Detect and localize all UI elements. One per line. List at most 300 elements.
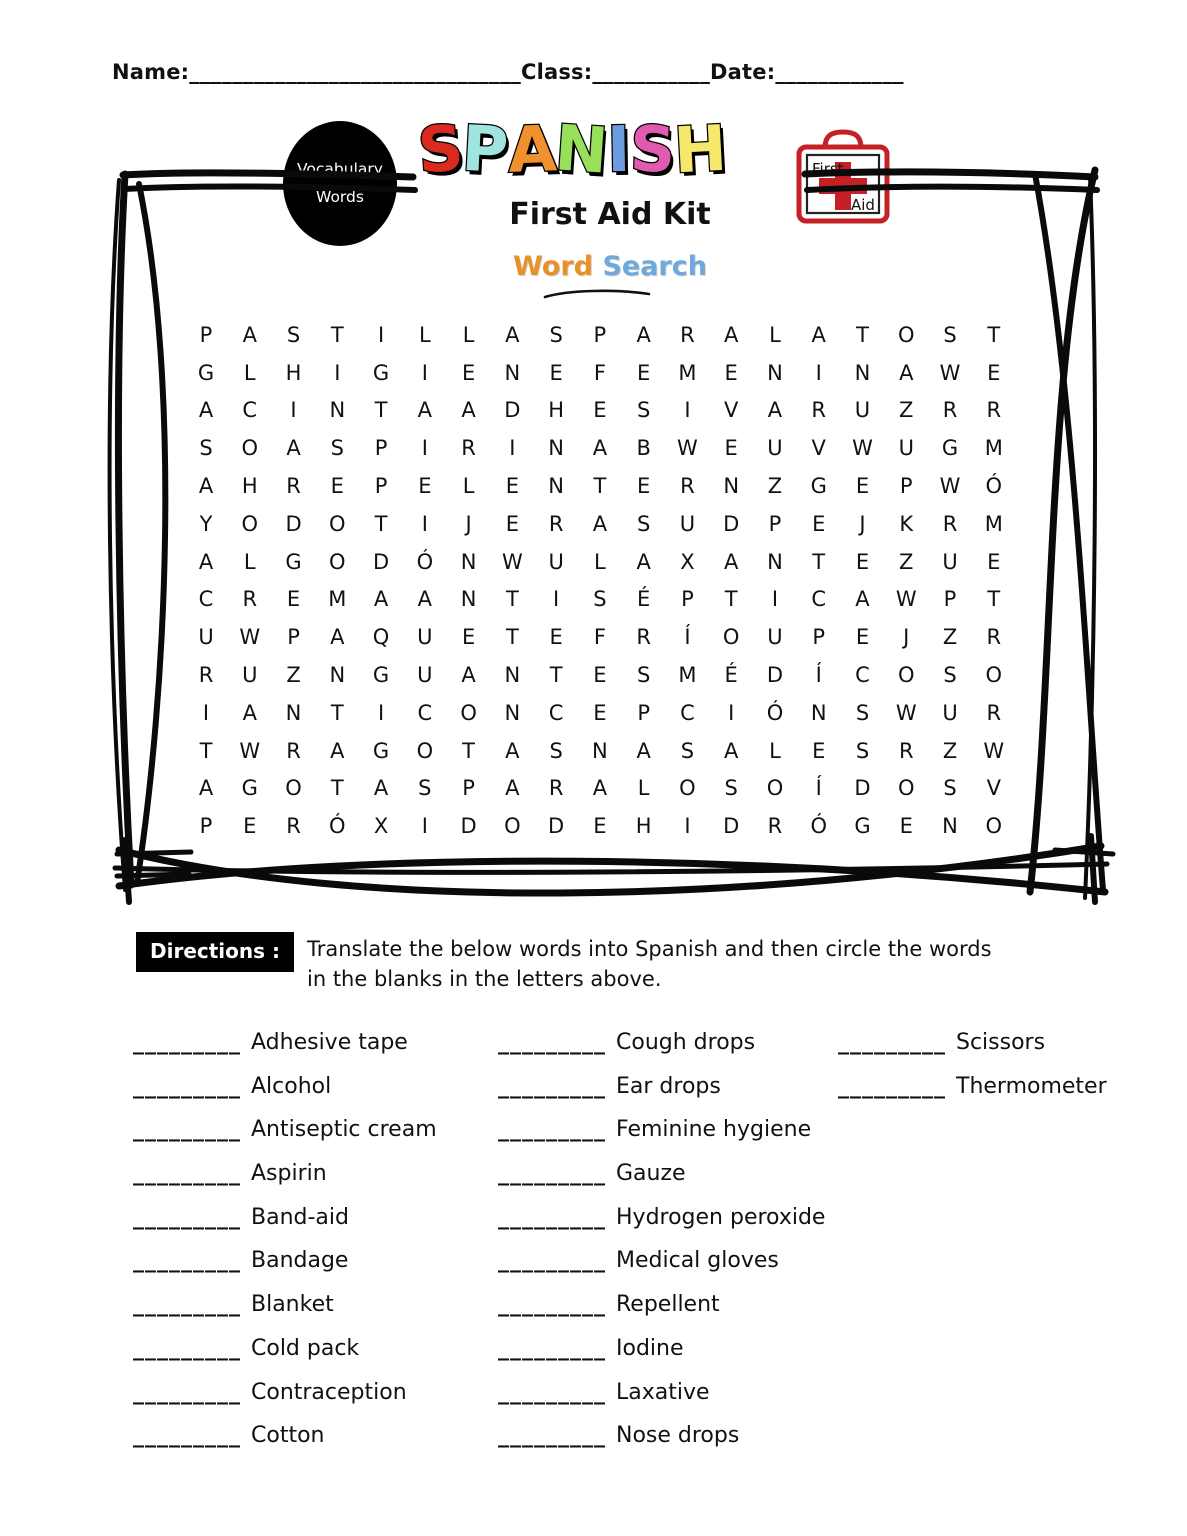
word-list-label: Hydrogen peroxide bbox=[616, 1204, 826, 1230]
grid-cell[interactable]: T bbox=[856, 322, 869, 347]
grid-cell[interactable]: N bbox=[854, 360, 871, 385]
grid-cell[interactable]: A bbox=[198, 474, 214, 499]
word-list-column bbox=[498, 1030, 838, 1467]
grid-cell[interactable]: N bbox=[460, 549, 477, 574]
grid-cell[interactable]: U bbox=[854, 398, 871, 423]
grid-cell[interactable]: A bbox=[636, 738, 651, 763]
grid-cell[interactable]: L bbox=[243, 360, 256, 385]
grid-cell[interactable]: T bbox=[987, 587, 1001, 612]
grid-cell[interactable]: N bbox=[767, 360, 783, 385]
word-list-label: Repellent bbox=[616, 1292, 720, 1318]
grid-cell[interactable]: E bbox=[286, 587, 301, 612]
grid-cell[interactable]: D bbox=[854, 776, 871, 801]
grid-cell[interactable]: L bbox=[769, 738, 781, 763]
grid-cell[interactable]: M bbox=[984, 436, 1003, 461]
answer-blank[interactable]: _________ bbox=[498, 1379, 606, 1405]
answer-blank[interactable]: _________ bbox=[498, 1423, 606, 1449]
grid-cell[interactable]: L bbox=[462, 474, 475, 499]
grid-cell[interactable]: N bbox=[329, 663, 346, 688]
grid-cell[interactable]: A bbox=[505, 322, 520, 347]
grid-cell[interactable]: E bbox=[549, 625, 563, 650]
grid-cell[interactable]: P bbox=[374, 474, 388, 499]
answer-blank[interactable]: _________ bbox=[838, 1073, 946, 1099]
grid-cell[interactable]: G bbox=[810, 474, 827, 499]
grid-cell[interactable]: I bbox=[509, 436, 516, 461]
grid-cell[interactable]: A bbox=[286, 436, 301, 461]
grid-cell[interactable]: S bbox=[855, 738, 870, 763]
grid-cell[interactable]: S bbox=[418, 776, 432, 801]
grid-cell[interactable]: A bbox=[811, 322, 826, 347]
answer-blank[interactable]: _________ bbox=[133, 1204, 241, 1230]
grid-cell[interactable]: W bbox=[501, 549, 523, 574]
grid-cell[interactable]: A bbox=[592, 436, 608, 461]
grid-cell[interactable]: P bbox=[637, 700, 650, 725]
grid-cell[interactable]: W bbox=[895, 587, 917, 612]
grid-cell[interactable]: E bbox=[593, 814, 607, 839]
grid-cell[interactable]: A bbox=[198, 398, 214, 423]
grid-cell[interactable]: G bbox=[285, 549, 302, 574]
grid-cell[interactable]: E bbox=[593, 700, 607, 725]
grid-cell[interactable]: I bbox=[290, 398, 297, 423]
grid-cell[interactable]: R bbox=[942, 398, 958, 423]
grid-cell[interactable]: G bbox=[372, 663, 390, 688]
grid-cell[interactable]: L bbox=[243, 549, 256, 574]
grid-cell[interactable]: O bbox=[679, 776, 696, 801]
grid-cell[interactable]: A bbox=[724, 738, 739, 763]
grid-cell[interactable]: Q bbox=[372, 625, 390, 650]
grid-cell[interactable]: Y bbox=[199, 511, 213, 536]
grid-cell[interactable]: T bbox=[199, 738, 213, 763]
grid-cell[interactable]: N bbox=[767, 549, 783, 574]
grid-cell[interactable]: A bbox=[505, 738, 520, 763]
grid-cell[interactable]: J bbox=[465, 511, 472, 536]
grid-cell[interactable]: T bbox=[987, 322, 1001, 347]
word-list-item bbox=[133, 1161, 498, 1205]
grid-cell[interactable]: N bbox=[810, 700, 827, 725]
grid-cell[interactable]: G bbox=[372, 738, 390, 763]
grid-cell[interactable]: U bbox=[767, 436, 783, 461]
grid-cell[interactable]: S bbox=[636, 511, 651, 536]
grid-cell[interactable]: P bbox=[199, 814, 213, 839]
grid-cell[interactable]: N bbox=[723, 474, 740, 499]
word-list-item bbox=[133, 1074, 498, 1118]
grid-cell[interactable]: J bbox=[859, 511, 866, 536]
grid-cell[interactable]: S bbox=[636, 663, 651, 688]
answer-blank[interactable]: _________ bbox=[133, 1117, 241, 1143]
grid-cell[interactable]: O bbox=[985, 663, 1003, 688]
grid-cell[interactable]: R bbox=[680, 474, 695, 499]
grid-cell[interactable]: A bbox=[505, 776, 520, 801]
answer-blank[interactable]: _________ bbox=[133, 1335, 241, 1361]
grid-cell[interactable]: U bbox=[679, 511, 696, 536]
grid-cell[interactable]: R bbox=[986, 398, 1002, 423]
grid-cell[interactable]: A bbox=[636, 322, 651, 347]
grid-cell[interactable]: A bbox=[373, 776, 389, 801]
grid-cell[interactable]: W bbox=[939, 360, 961, 385]
grid-cell[interactable]: E bbox=[637, 360, 651, 385]
grid-cell[interactable]: K bbox=[899, 511, 914, 536]
grid-cell[interactable]: O bbox=[241, 436, 259, 461]
grid-cell[interactable]: E bbox=[593, 398, 607, 423]
grid-cell[interactable]: R bbox=[286, 474, 301, 499]
grid-cell[interactable]: O bbox=[460, 700, 477, 725]
grid-cell[interactable]: A bbox=[330, 738, 345, 763]
grid-cell[interactable]: B bbox=[636, 436, 651, 461]
grid-cell[interactable]: I bbox=[377, 700, 385, 725]
answer-blank[interactable]: _________ bbox=[498, 1117, 606, 1143]
grid-cell[interactable]: O bbox=[766, 776, 784, 801]
answer-blank[interactable]: _________ bbox=[133, 1292, 241, 1318]
grid-cell[interactable]: X bbox=[680, 549, 695, 574]
grid-cell[interactable]: A bbox=[417, 398, 433, 423]
grid-cell[interactable]: E bbox=[505, 474, 519, 499]
grid-cell[interactable]: R bbox=[898, 738, 914, 763]
grid-cell[interactable]: N bbox=[504, 663, 521, 688]
grid-cell[interactable]: A bbox=[461, 398, 476, 423]
grid-cell[interactable]: I bbox=[421, 511, 428, 536]
grid-cell[interactable]: E bbox=[855, 474, 870, 499]
answer-blank[interactable]: _________ bbox=[498, 1204, 606, 1230]
grid-cell[interactable]: W bbox=[239, 738, 261, 763]
grid-cell[interactable]: H bbox=[241, 474, 258, 499]
grid-cell[interactable]: U bbox=[198, 625, 214, 650]
grid-cell[interactable]: P bbox=[287, 625, 300, 650]
title-letter-a: A bbox=[506, 112, 557, 187]
grid-cell[interactable]: E bbox=[330, 474, 344, 499]
answer-blank[interactable]: _________ bbox=[498, 1073, 606, 1099]
grid-cell[interactable]: G bbox=[941, 436, 959, 461]
grid-cell[interactable]: A bbox=[417, 587, 433, 612]
grid-cell[interactable]: R bbox=[811, 398, 827, 423]
grid-cell[interactable]: Z bbox=[942, 738, 958, 763]
grid-cell[interactable]: E bbox=[724, 436, 738, 461]
grid-cell[interactable]: T bbox=[505, 587, 519, 612]
answer-blank[interactable]: _________ bbox=[133, 1073, 241, 1099]
grid-cell[interactable]: G bbox=[854, 814, 871, 839]
grid-cell[interactable]: S bbox=[943, 322, 957, 347]
grid-row bbox=[190, 392, 1010, 430]
grid-cell[interactable]: Ó bbox=[810, 814, 827, 839]
grid-cell[interactable]: N bbox=[460, 587, 477, 612]
grid-cell[interactable]: A bbox=[461, 663, 476, 688]
grid-cell[interactable]: R bbox=[680, 322, 695, 347]
grid-cell[interactable]: U bbox=[242, 663, 258, 688]
grid-cell[interactable]: N bbox=[329, 398, 346, 423]
grid-cell[interactable]: O bbox=[329, 549, 346, 574]
answer-blank[interactable]: _________ bbox=[133, 1248, 241, 1274]
grid-cell[interactable]: S bbox=[199, 436, 213, 461]
grid-cell[interactable]: Í bbox=[684, 625, 691, 650]
grid-cell[interactable]: Ó bbox=[329, 814, 346, 839]
grid-cell[interactable]: O bbox=[416, 738, 434, 763]
grid-cell[interactable]: Z bbox=[899, 398, 914, 423]
grid-cell[interactable]: P bbox=[812, 625, 826, 650]
grid-cell[interactable]: O bbox=[285, 776, 302, 801]
grid-cell[interactable]: L bbox=[637, 776, 650, 801]
grid-cell[interactable]: D bbox=[504, 398, 521, 423]
grid-cell[interactable]: E bbox=[593, 663, 607, 688]
grid-cell[interactable]: R bbox=[461, 436, 476, 461]
grid-cell[interactable]: S bbox=[593, 587, 607, 612]
grid-cell[interactable]: P bbox=[199, 322, 213, 347]
grid-cell[interactable]: R bbox=[286, 738, 301, 763]
grid-cell[interactable]: E bbox=[855, 625, 870, 650]
grid-cell[interactable]: E bbox=[724, 360, 738, 385]
grid-cell[interactable]: D bbox=[285, 511, 302, 536]
grid-cell[interactable]: P bbox=[462, 776, 475, 801]
grid-cell[interactable]: T bbox=[330, 700, 344, 725]
grid-cell[interactable]: P bbox=[943, 587, 957, 612]
grid-cell[interactable]: O bbox=[985, 814, 1003, 839]
grid-cell[interactable]: E bbox=[418, 474, 432, 499]
grid-cell[interactable]: I bbox=[421, 436, 428, 461]
grid-cell[interactable]: N bbox=[504, 360, 521, 385]
grid-cell[interactable]: T bbox=[330, 322, 344, 347]
grid-cell[interactable]: U bbox=[767, 625, 783, 650]
grid-cell[interactable]: L bbox=[769, 322, 781, 347]
grid-cell[interactable]: L bbox=[462, 322, 475, 347]
grid-cell[interactable]: V bbox=[811, 436, 826, 461]
grid-cell[interactable]: I bbox=[202, 700, 210, 725]
grid-cell[interactable]: C bbox=[198, 587, 214, 612]
answer-blank[interactable]: _________ bbox=[498, 1161, 606, 1187]
grid-cell[interactable]: Ó bbox=[416, 549, 434, 574]
grid-cell[interactable]: R bbox=[198, 663, 214, 688]
grid-cell[interactable]: E bbox=[987, 360, 1001, 385]
grid-cell[interactable]: D bbox=[372, 549, 390, 574]
grid-cell[interactable]: I bbox=[377, 322, 385, 347]
grid-cell[interactable]: R bbox=[636, 625, 651, 650]
grid-cell[interactable]: S bbox=[549, 322, 563, 347]
grid-cell[interactable]: T bbox=[812, 549, 826, 574]
grid-cell[interactable]: F bbox=[593, 360, 606, 385]
grid-cell[interactable]: R bbox=[548, 511, 564, 536]
grid-cell[interactable]: N bbox=[942, 814, 958, 839]
grid-cell[interactable]: O bbox=[722, 625, 740, 650]
grid-cell[interactable]: D bbox=[548, 814, 565, 839]
grid-cell[interactable]: S bbox=[330, 436, 344, 461]
answer-blank[interactable]: _________ bbox=[133, 1379, 241, 1405]
grid-cell[interactable]: D bbox=[723, 814, 740, 839]
grid-cell[interactable]: Z bbox=[767, 474, 783, 499]
grid-cell[interactable]: D bbox=[766, 663, 784, 688]
grid-cell[interactable]: H bbox=[285, 360, 302, 385]
grid-cell[interactable]: S bbox=[855, 700, 870, 725]
grid-cell[interactable]: O bbox=[897, 663, 915, 688]
grid-cell[interactable]: R bbox=[986, 625, 1002, 650]
grid-cell[interactable]: E bbox=[243, 814, 257, 839]
grid-cell[interactable]: X bbox=[373, 814, 389, 839]
grid-cell[interactable]: N bbox=[285, 700, 302, 725]
grid-cell[interactable]: W bbox=[677, 436, 698, 461]
grid-cell[interactable]: P bbox=[593, 322, 607, 347]
grid-cell[interactable]: S bbox=[680, 738, 695, 763]
grid-cell[interactable]: M bbox=[678, 663, 697, 688]
grid-cell[interactable]: G bbox=[372, 360, 390, 385]
grid-cell[interactable]: D bbox=[460, 814, 477, 839]
answer-blank[interactable]: _________ bbox=[498, 1335, 606, 1361]
grid-cell[interactable]: Í bbox=[815, 663, 822, 688]
grid-cell[interactable]: I bbox=[553, 587, 560, 612]
grid-cell[interactable]: Z bbox=[899, 549, 914, 574]
grid-cell[interactable]: W bbox=[895, 700, 917, 725]
grid-cell[interactable]: R bbox=[986, 700, 1002, 725]
grid-cell[interactable]: T bbox=[505, 625, 519, 650]
grid-cell[interactable]: I bbox=[421, 814, 428, 839]
grid-cell[interactable]: V bbox=[986, 776, 1001, 801]
word-list-label: Ear drops bbox=[616, 1073, 721, 1099]
grid-cell[interactable]: C bbox=[855, 663, 870, 688]
grid-cell[interactable]: L bbox=[418, 322, 431, 347]
grid-cell[interactable]: R bbox=[548, 776, 564, 801]
grid-cell[interactable]: P bbox=[681, 587, 694, 612]
grid-cell[interactable]: T bbox=[374, 511, 388, 536]
answer-blank[interactable]: _________ bbox=[133, 1161, 241, 1187]
grid-cell[interactable]: F bbox=[593, 625, 606, 650]
grid-cell[interactable]: E bbox=[812, 738, 826, 763]
grid-cell[interactable]: T bbox=[462, 738, 475, 763]
grid-cell[interactable]: A bbox=[198, 776, 214, 801]
grid-cell[interactable]: Í bbox=[815, 776, 822, 801]
grid-cell[interactable]: U bbox=[942, 700, 958, 725]
grid-cell[interactable]: M bbox=[984, 511, 1003, 536]
grid-cell[interactable]: A bbox=[242, 322, 257, 347]
grid-cell[interactable]: O bbox=[504, 814, 521, 839]
grid-cell[interactable]: Ó bbox=[766, 700, 784, 725]
grid-cell[interactable]: P bbox=[374, 436, 388, 461]
grid-cell[interactable]: U bbox=[548, 549, 564, 574]
grid-cell[interactable]: R bbox=[242, 587, 258, 612]
grid-cell[interactable]: A bbox=[330, 625, 345, 650]
grid-cell[interactable]: Ó bbox=[985, 474, 1003, 499]
grid-cell[interactable]: O bbox=[241, 511, 259, 536]
grid-cell[interactable]: T bbox=[593, 474, 607, 499]
word-list-item bbox=[498, 1248, 838, 1292]
grid-cell[interactable]: H bbox=[548, 398, 565, 423]
grid-cell[interactable]: M bbox=[328, 587, 347, 612]
word-list-label: Adhesive tape bbox=[251, 1030, 408, 1055]
grid-cell[interactable]: Z bbox=[942, 625, 958, 650]
grid-cell[interactable]: I bbox=[815, 360, 822, 385]
grid-cell[interactable]: C bbox=[680, 700, 695, 725]
grid-cell[interactable]: E bbox=[461, 625, 476, 650]
grid-cell[interactable]: E bbox=[505, 511, 519, 536]
grid-cell[interactable]: W bbox=[983, 738, 1005, 763]
grid-cell[interactable]: E bbox=[549, 360, 563, 385]
answer-blank[interactable]: _________ bbox=[838, 1030, 946, 1055]
grid-cell[interactable]: R bbox=[286, 814, 301, 839]
grid-cell[interactable]: A bbox=[724, 322, 739, 347]
grid-cell[interactable]: C bbox=[548, 700, 564, 725]
grid-cell[interactable]: P bbox=[768, 511, 782, 536]
grid-cell[interactable]: S bbox=[943, 776, 957, 801]
grid-cell[interactable]: É bbox=[724, 663, 738, 688]
first-aid-kit-icon bbox=[793, 126, 893, 231]
grid-cell[interactable]: A bbox=[373, 587, 389, 612]
grid-cell[interactable]: W bbox=[852, 436, 873, 461]
answer-blank[interactable]: _________ bbox=[498, 1248, 606, 1274]
grid-cell[interactable]: S bbox=[943, 663, 957, 688]
grid-cell[interactable]: U bbox=[898, 436, 914, 461]
grid-cell[interactable]: U bbox=[942, 549, 958, 574]
grid-cell[interactable]: O bbox=[897, 776, 915, 801]
grid-cell[interactable]: É bbox=[637, 587, 651, 612]
grid-cell[interactable]: E bbox=[987, 549, 1001, 574]
grid-cell[interactable]: A bbox=[855, 587, 870, 612]
grid-cell[interactable]: C bbox=[417, 700, 433, 725]
grid-cell[interactable]: G bbox=[241, 776, 258, 801]
grid-cell[interactable]: N bbox=[548, 474, 564, 499]
grid-cell[interactable]: E bbox=[855, 549, 870, 574]
grid-cell[interactable]: E bbox=[899, 814, 913, 839]
grid-cell[interactable]: G bbox=[197, 360, 215, 385]
grid-cell[interactable]: A bbox=[724, 549, 739, 574]
grid-cell[interactable]: E bbox=[461, 360, 476, 385]
grid-cell[interactable]: A bbox=[636, 549, 651, 574]
grid-cell[interactable]: A bbox=[242, 700, 257, 725]
grid-cell[interactable]: I bbox=[728, 700, 735, 725]
grid-cell[interactable]: S bbox=[724, 776, 738, 801]
grid-cell[interactable]: A bbox=[592, 511, 608, 536]
grid-cell[interactable]: R bbox=[942, 511, 958, 536]
grid-cell[interactable]: U bbox=[417, 663, 433, 688]
grid-cell[interactable]: M bbox=[678, 360, 697, 385]
grid-cell[interactable]: P bbox=[899, 474, 913, 499]
grid-cell[interactable]: S bbox=[636, 398, 651, 423]
grid-cell[interactable]: R bbox=[767, 814, 783, 839]
answer-blank[interactable]: _________ bbox=[133, 1423, 241, 1449]
grid-cell[interactable]: E bbox=[812, 511, 826, 536]
grid-cell[interactable]: N bbox=[592, 738, 608, 763]
grid-cell[interactable]: J bbox=[903, 625, 910, 650]
grid-cell[interactable]: T bbox=[330, 776, 344, 801]
grid-cell[interactable]: D bbox=[723, 511, 740, 536]
grid-cell[interactable]: T bbox=[724, 587, 738, 612]
grid-cell[interactable]: I bbox=[771, 587, 779, 612]
grid-cell[interactable]: I bbox=[334, 360, 341, 385]
grid-cell[interactable]: U bbox=[417, 625, 433, 650]
grid-cell[interactable]: Z bbox=[286, 663, 301, 688]
grid-row bbox=[190, 354, 1010, 392]
grid-cell[interactable]: A bbox=[899, 360, 914, 385]
grid-cell[interactable]: A bbox=[198, 549, 214, 574]
grid-cell[interactable]: I bbox=[684, 398, 691, 423]
answer-blank[interactable]: _________ bbox=[498, 1030, 606, 1055]
grid-cell[interactable]: A bbox=[767, 398, 783, 423]
grid-cell[interactable]: I bbox=[421, 360, 428, 385]
grid-cell[interactable]: W bbox=[239, 625, 261, 650]
grid-cell[interactable]: S bbox=[549, 738, 563, 763]
answer-blank[interactable]: _________ bbox=[498, 1292, 606, 1318]
grid-cell[interactable]: W bbox=[939, 474, 961, 499]
grid-cell[interactable]: L bbox=[594, 549, 606, 574]
grid-cell[interactable]: O bbox=[329, 511, 346, 536]
grid-cell[interactable]: T bbox=[549, 663, 563, 688]
grid-cell[interactable]: H bbox=[635, 814, 652, 839]
grid-cell[interactable]: T bbox=[374, 398, 388, 423]
answer-blank[interactable]: _________ bbox=[133, 1030, 241, 1055]
grid-cell[interactable]: S bbox=[286, 322, 301, 347]
grid-cell[interactable]: C bbox=[242, 398, 258, 423]
grid-cell[interactable]: N bbox=[504, 700, 521, 725]
grid-cell[interactable]: C bbox=[811, 587, 827, 612]
grid-cell[interactable]: I bbox=[684, 814, 691, 839]
grid-cell[interactable]: O bbox=[897, 322, 915, 347]
grid-cell[interactable]: V bbox=[724, 398, 739, 423]
grid-cell[interactable]: N bbox=[548, 436, 564, 461]
grid-cell[interactable]: E bbox=[637, 474, 651, 499]
grid-cell[interactable]: A bbox=[592, 776, 608, 801]
